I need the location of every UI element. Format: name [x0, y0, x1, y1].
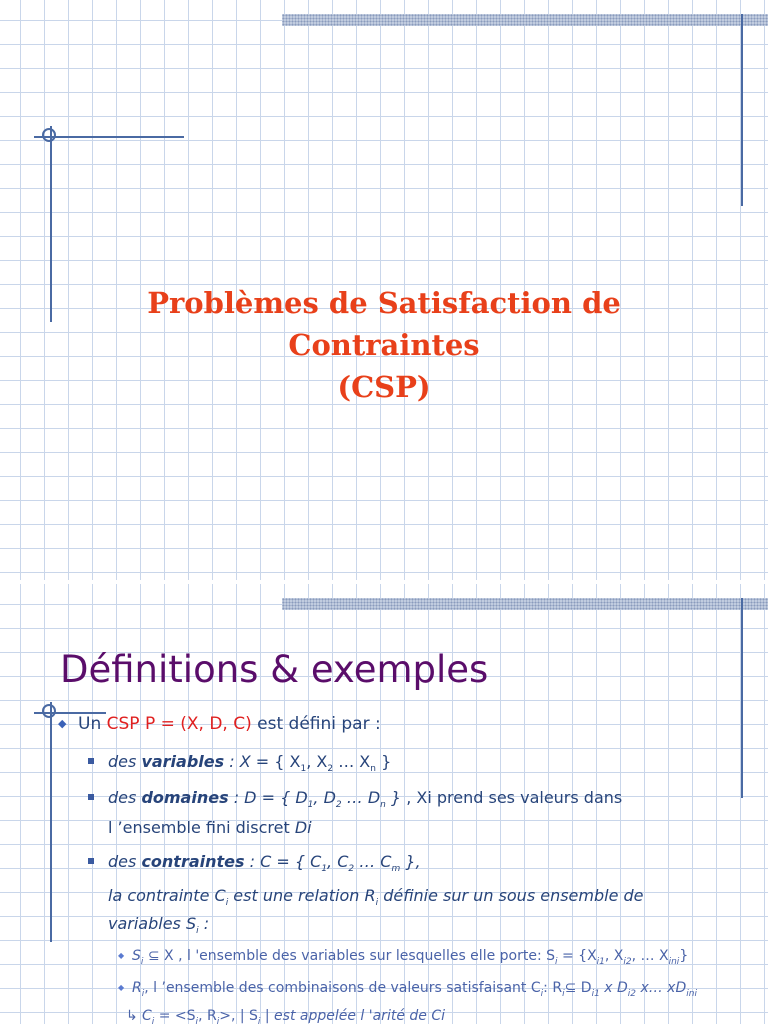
text: des [108, 752, 137, 771]
title-line-2: Contraintes [288, 328, 480, 362]
text: x D [599, 980, 628, 996]
text: , Xi prend ses valeurs dans [406, 788, 623, 807]
circle-decoration-icon [42, 128, 56, 142]
text: , l ’ensemble des combinaisons de valeurs satisfaisant C [144, 980, 541, 996]
text: des [108, 788, 137, 807]
subscript: m [391, 864, 401, 875]
small-diamond-icon: ◆ [118, 983, 125, 992]
text: }, [400, 852, 421, 871]
subscript: 2 [348, 864, 355, 875]
subscript: n [380, 800, 386, 811]
title-line-1: Problèmes de Satisfaction de [147, 286, 621, 320]
text: est une relation R [233, 886, 376, 905]
bullet-constraints [88, 852, 421, 874]
dotted-bar-decoration [282, 598, 768, 610]
text: , C [327, 852, 349, 871]
keyword-domaines: domaines [141, 788, 229, 807]
subscript: i [555, 956, 558, 967]
subscript: 2 [327, 764, 334, 775]
subscript: i [216, 1016, 220, 1027]
text: , D [313, 788, 336, 807]
subscript: i [540, 988, 544, 999]
dotted-bar-decoration [282, 14, 768, 26]
subscript: i2 [627, 988, 636, 999]
text: = <S [154, 1008, 196, 1024]
text: est défini par : [257, 714, 381, 734]
small-diamond-icon: ◆ [118, 951, 125, 960]
text: C [142, 1008, 152, 1024]
subscript: i [141, 988, 145, 999]
domains-line2 [108, 818, 312, 837]
title-line-3: (CSP) [337, 370, 431, 404]
keyword-contraintes: contraintes [141, 852, 245, 871]
text: ⊆ D [564, 980, 592, 996]
slide-title-text [0, 282, 768, 408]
circle-decoration-icon [42, 704, 56, 718]
sub-bullet-ri [118, 980, 697, 999]
text: l ’ensemble fini discret [108, 818, 290, 837]
subscript: i1 [596, 956, 605, 967]
subscript: ini [686, 988, 697, 999]
var-set [274, 752, 392, 775]
text: } [375, 752, 392, 771]
text: … C [354, 852, 392, 871]
square-bullet-icon [88, 758, 94, 764]
text: … X [333, 752, 371, 771]
text: définie sur un sous ensemble de [383, 886, 644, 905]
right-vertical-line [741, 598, 743, 798]
subscript: i2 [623, 956, 632, 967]
keyword-variables: variables [141, 752, 225, 771]
text: , X [306, 752, 328, 771]
subscript: i1 [591, 988, 600, 999]
subscript: i [257, 1016, 261, 1027]
right-vertical-line [741, 14, 743, 206]
text: { X [274, 752, 301, 771]
constraints-line3 [108, 914, 209, 936]
subscript: i [225, 898, 229, 909]
subscript: 1 [321, 864, 328, 875]
bullet-variables [88, 752, 391, 774]
text: : C = { C [249, 852, 322, 871]
text: : X = [229, 752, 270, 771]
text: … D [341, 788, 381, 807]
square-bullet-icon [88, 858, 94, 864]
subscript: i [375, 898, 379, 909]
subscript: ini [668, 956, 680, 967]
text: : [198, 914, 210, 933]
horizontal-line [34, 136, 184, 138]
subscript: n [370, 764, 376, 775]
text: R [132, 980, 142, 996]
subscript: i [562, 988, 565, 999]
text: } [385, 788, 402, 807]
left-vertical-line [50, 702, 52, 942]
text: x… xD [636, 980, 687, 996]
text: Un [78, 714, 102, 734]
subscript: i [140, 956, 144, 967]
text: , … X [631, 948, 669, 964]
sub-bullet-si [118, 948, 688, 967]
text: = {X [557, 948, 597, 964]
square-bullet-icon [88, 794, 94, 800]
text: : R [543, 980, 563, 996]
bullet-domains [88, 788, 622, 810]
text: | est appelée l 'arité de Ci [260, 1008, 445, 1024]
diamond-bullet-icon: ◆ [58, 717, 67, 730]
text: la contrainte C [108, 886, 226, 905]
text: variables S [108, 914, 197, 933]
text: des [108, 852, 137, 871]
text: , X [604, 948, 624, 964]
subscript: i [195, 1016, 199, 1027]
subscript: 1 [300, 764, 307, 775]
text: Di [294, 818, 312, 837]
text: : D = { D [233, 788, 308, 807]
constraints-line2 [108, 886, 644, 908]
subscript: i [151, 1016, 155, 1027]
subscript: i [196, 926, 199, 937]
subscript: 2 [335, 800, 342, 811]
text: , R [198, 1008, 217, 1024]
text: } [679, 948, 689, 964]
text: ⊆ X , l 'ensemble des variables sur lesquelles elle porte: S [143, 948, 556, 964]
subscript: 1 [307, 800, 314, 811]
text: >, | S [219, 1008, 258, 1024]
return-arrow-icon: ↳ [126, 1008, 138, 1024]
text: S [132, 948, 141, 964]
slide-heading: Définitions & exemples [60, 648, 489, 691]
bullet-csp-definition [58, 714, 381, 734]
csp-highlight: CSP P = (X, D, C) [106, 714, 252, 734]
